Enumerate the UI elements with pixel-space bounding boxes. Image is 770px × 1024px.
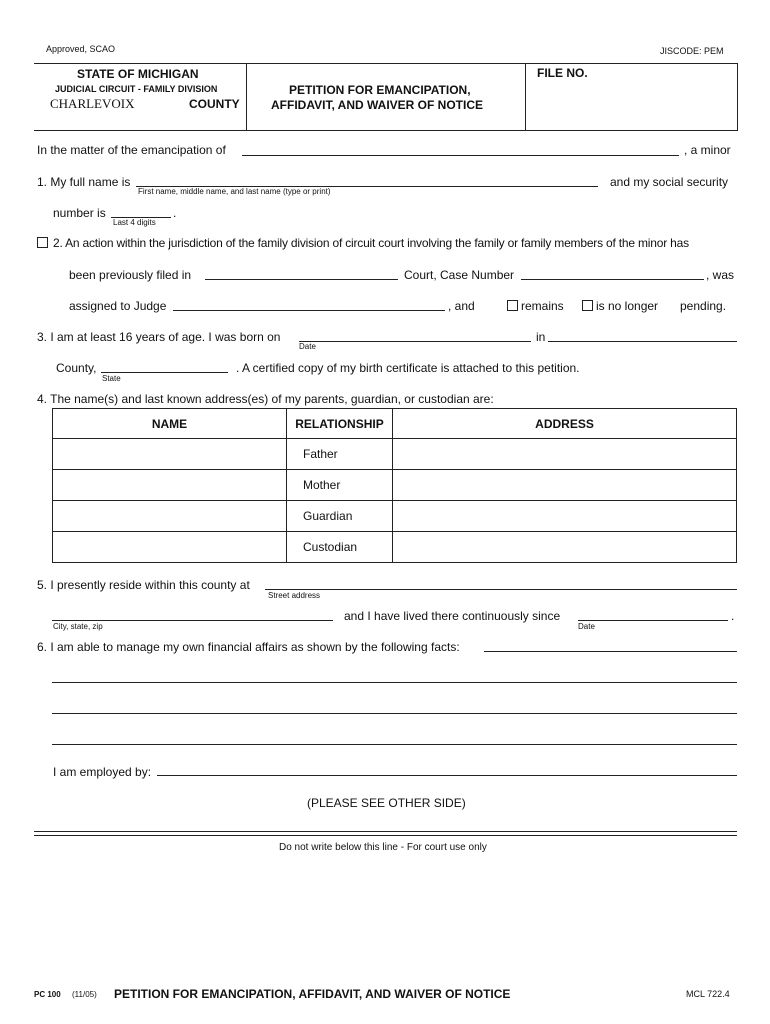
form-title-line1: PETITION FOR EMANCIPATION,	[289, 83, 471, 97]
employed-text: I am employed by:	[53, 765, 152, 779]
birth-county-field[interactable]	[548, 341, 737, 342]
pending-text: pending.	[680, 299, 727, 313]
certified-text: . A certified copy of my birth certificate is attached to this petition.	[236, 361, 580, 375]
header-right-border	[737, 63, 738, 131]
form-title-line2: AFFIDAVIT, AND WAIVER OF NOTICE	[271, 98, 483, 112]
since-date-field[interactable]	[578, 620, 728, 621]
court-use-text: Do not write below this line - For court use only	[279, 842, 487, 853]
remains-text: remains	[521, 299, 564, 313]
was-text: , was	[706, 268, 735, 282]
item3-label: 3. I am at least 16 years of age. I was born on	[37, 330, 281, 344]
form-date: (11/05)	[72, 990, 97, 999]
county-name: CHARLEVOIX	[50, 96, 135, 111]
relationship-cell: Father	[287, 439, 393, 470]
guardian-name-cell[interactable]	[53, 501, 287, 532]
lived-text: and I have lived there continuously since	[344, 609, 561, 623]
judge-field[interactable]	[173, 310, 445, 311]
last4-hint: Last 4 digits	[113, 218, 156, 227]
street-address-field[interactable]	[265, 589, 737, 590]
table-row	[53, 439, 737, 470]
city-hint: City, state, zip	[53, 622, 103, 631]
in-text: in	[536, 330, 546, 344]
column-header-name: NAME	[53, 409, 287, 439]
no-longer-text: is no longer	[596, 299, 659, 313]
birth-date-field[interactable]	[299, 341, 531, 342]
court-name: JUDICIAL CIRCUIT - FAMILY DIVISION	[55, 84, 218, 94]
employer-field[interactable]	[157, 775, 737, 776]
father-address-cell[interactable]	[393, 439, 737, 470]
header-divider-1	[246, 63, 247, 131]
court-name-field[interactable]	[205, 279, 398, 280]
approved-text: Approved, SCAO	[46, 44, 116, 54]
file-no-label: FILE NO.	[537, 66, 588, 80]
item4-label: 4. The name(s) and last known address(es) of my parents, guardian, or custodian are:	[37, 392, 494, 406]
see-other-side: (PLEASE SEE OTHER SIDE)	[307, 796, 466, 810]
state-hint: State	[102, 374, 121, 383]
mother-address-cell[interactable]	[393, 470, 737, 501]
header-divider-2	[525, 63, 526, 131]
assigned-text: assigned to Judge	[69, 299, 167, 313]
item6-label: 6. I am able to manage my own financial affairs as shown by the following facts:	[37, 640, 460, 654]
form-number: PC 100	[34, 990, 61, 999]
item1-period: .	[173, 206, 177, 220]
mcl-citation: MCL 722.4	[686, 989, 730, 999]
footer-title: PETITION FOR EMANCIPATION, AFFIDAVIT, AND WAIVER OF NOTICE	[114, 987, 511, 1001]
county-text: County,	[56, 361, 97, 375]
table-row	[53, 501, 737, 532]
matter-prefix: In the matter of the emancipation of	[37, 143, 226, 157]
number-is-text: number is	[53, 206, 106, 220]
case-number-field[interactable]	[521, 279, 704, 280]
and-text: , and	[448, 299, 475, 313]
item1-label: 1. My full name is	[37, 175, 131, 189]
birth-state-field[interactable]	[101, 372, 228, 373]
court-use-divider-top	[34, 831, 737, 832]
relationship-cell: Guardian	[287, 501, 393, 532]
state-title: STATE OF MICHIGAN	[77, 67, 199, 81]
financial-facts-field-1[interactable]	[484, 651, 737, 652]
jiscode-text: JISCODE: PEM	[660, 46, 724, 56]
table-row	[53, 532, 737, 563]
custodian-name-cell[interactable]	[53, 532, 287, 563]
court-case-text: Court, Case Number	[404, 268, 515, 282]
minor-name-field[interactable]	[242, 155, 679, 156]
no-longer-checkbox[interactable]	[582, 300, 593, 311]
mother-name-cell[interactable]	[53, 470, 287, 501]
guardian-address-cell[interactable]	[393, 501, 737, 532]
street-hint: Street address	[268, 591, 321, 600]
father-name-cell[interactable]	[53, 439, 287, 470]
column-header-address: ADDRESS	[393, 409, 737, 439]
ssn-text: and my social security	[610, 175, 729, 189]
remains-checkbox[interactable]	[507, 300, 518, 311]
court-use-divider-bottom	[34, 835, 737, 836]
full-name-hint: First name, middle name, and last name (type or print)	[138, 187, 331, 196]
relationship-cell: Mother	[287, 470, 393, 501]
parents-table	[52, 408, 737, 563]
column-header-relationship: RELATIONSHIP	[287, 409, 393, 439]
financial-facts-field-3[interactable]	[52, 713, 737, 714]
item5-label: 5. I presently reside within this county at	[37, 578, 250, 592]
county-label: COUNTY	[189, 97, 240, 111]
table-header-row	[53, 409, 737, 439]
prior-action-checkbox[interactable]	[37, 237, 48, 248]
matter-suffix: , a minor	[684, 143, 731, 157]
relationship-cell: Custodian	[287, 532, 393, 563]
custodian-address-cell[interactable]	[393, 532, 737, 563]
filed-in-text: been previously filed in	[69, 268, 192, 282]
birth-date-hint: Date	[299, 342, 316, 351]
city-state-zip-field[interactable]	[52, 620, 333, 621]
item2-line1: 2. An action within the jurisdiction of the family division of circuit court involving the family or family members of the minor has	[53, 236, 689, 250]
table-row	[53, 470, 737, 501]
financial-facts-field-2[interactable]	[52, 682, 737, 683]
financial-facts-field-4[interactable]	[52, 744, 737, 745]
since-date-hint: Date	[578, 622, 595, 631]
item5-period: .	[731, 609, 735, 623]
